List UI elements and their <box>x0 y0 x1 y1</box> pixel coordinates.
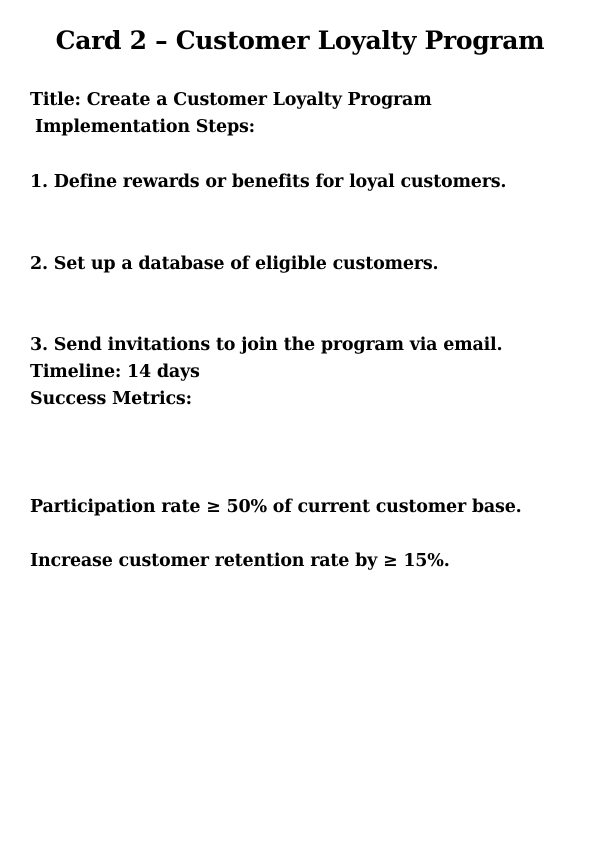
metric-item: Participation rate ≥ 50% of current customer base. <box>30 497 522 517</box>
timeline: Timeline: 14 days <box>30 362 200 382</box>
page-title: Card 2 – Customer Loyalty Program <box>55 26 545 55</box>
steps-heading: Implementation Steps: <box>35 117 255 137</box>
task-title: Title: Create a Customer Loyalty Program <box>30 90 432 110</box>
metrics-heading: Success Metrics: <box>30 389 192 409</box>
step-item: 2. Set up a database of eligible customers. <box>30 254 439 274</box>
step-item: 3. Send invitations to join the program via email. <box>30 335 503 355</box>
step-item: 1. Define rewards or benefits for loyal customers. <box>30 172 507 192</box>
metric-item: Increase customer retention rate by ≥ 15%. <box>30 551 450 571</box>
